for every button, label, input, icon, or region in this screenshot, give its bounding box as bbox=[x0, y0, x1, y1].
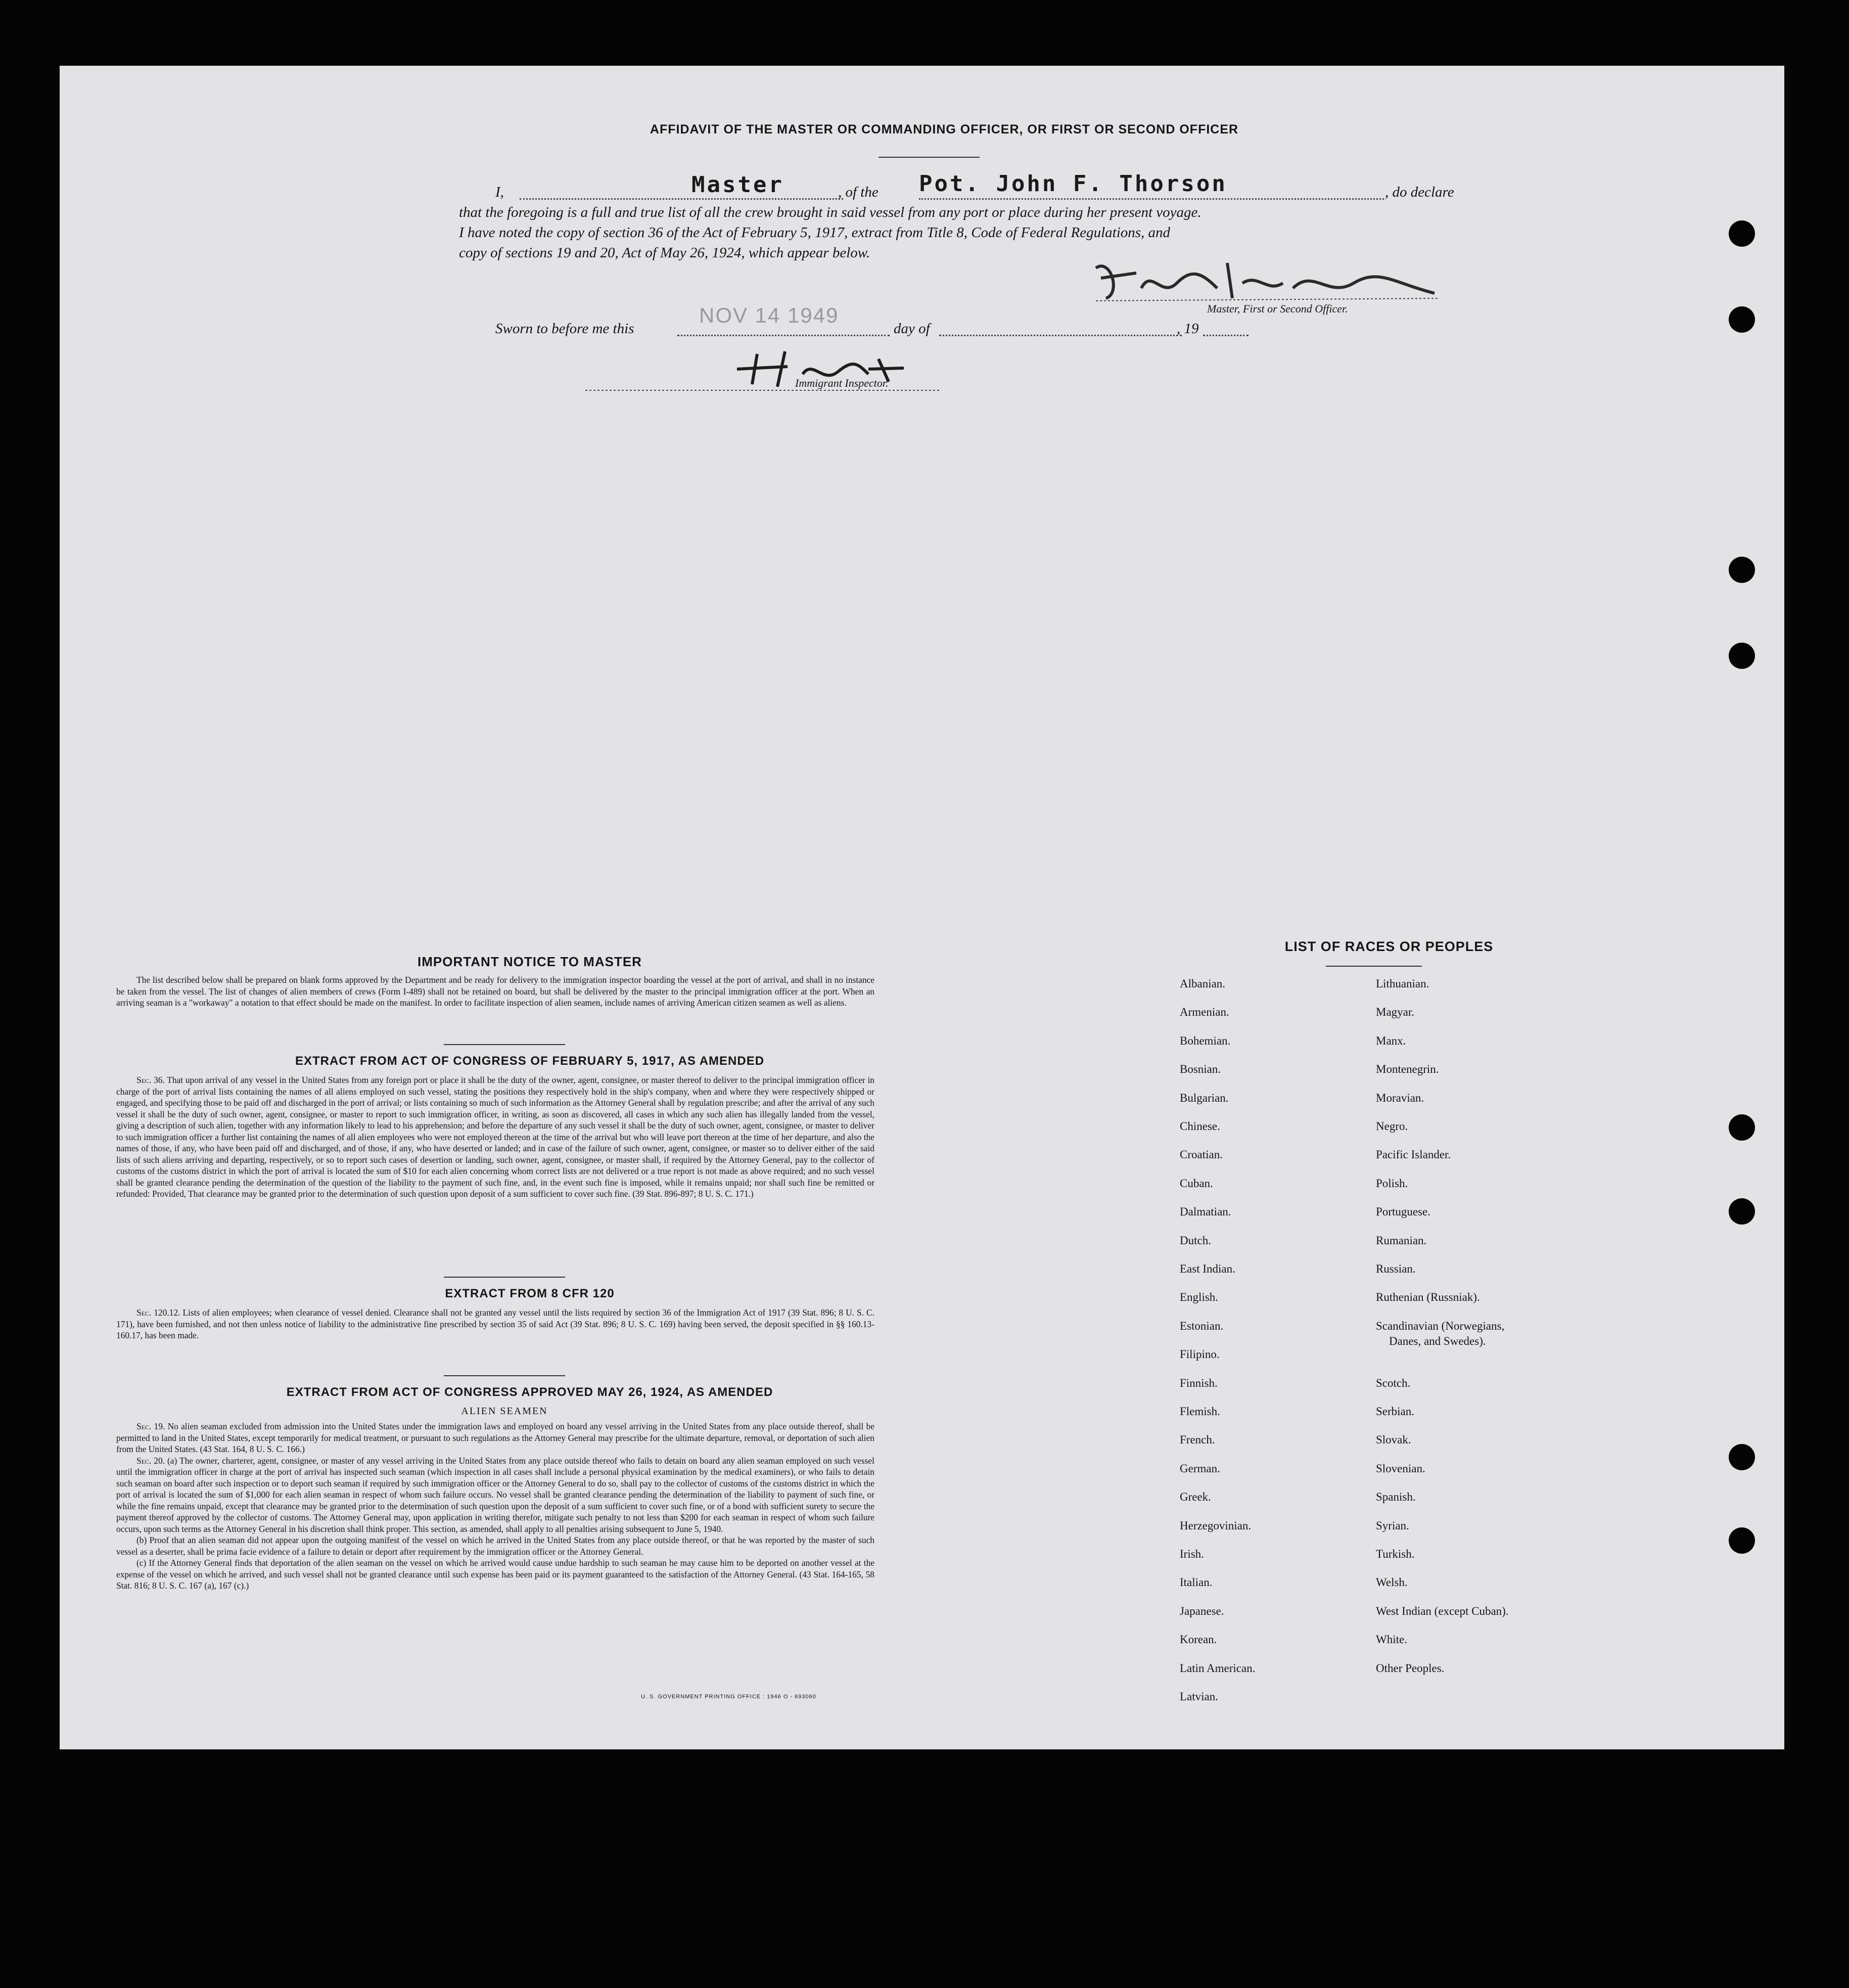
race-right-item: Montenegrin. bbox=[1376, 1063, 1439, 1076]
race-right-item: Welsh. bbox=[1376, 1576, 1408, 1589]
race-right-item: Manx. bbox=[1376, 1034, 1406, 1047]
punch-hole bbox=[1729, 557, 1755, 583]
punch-hole bbox=[1729, 643, 1755, 669]
rule-1 bbox=[444, 1044, 565, 1045]
race-left-item: Albanian. bbox=[1180, 977, 1226, 990]
race-left-item: Finnish. bbox=[1180, 1376, 1218, 1389]
race-left-item: Italian. bbox=[1180, 1576, 1213, 1589]
race-right-item: Polish. bbox=[1376, 1177, 1408, 1190]
race-left-item: Filipino. bbox=[1180, 1348, 1220, 1361]
races-title: LIST OF RACES OR PEOPLES bbox=[1284, 939, 1494, 954]
affidavit-line-2: that the foregoing is a full and true list of all the crew brought in said vessel from any port or place during her present voyage. bbox=[459, 204, 1201, 220]
race-left-item: English. bbox=[1180, 1291, 1219, 1304]
sec-20c-paragraph: (c) If the Attorney General finds that deportation of the alien seaman on the vessel on which he arrived would cause undue hardship to such seaman he may cause him to be deported on another vessel at the expense of the vessel on which he arrived, and such vessel shall not be granted clearance until such expense has been paid or its payment guaranteed to the satisfaction of the Attorney General. (43 Stat. 164-165, 58 Stat. 816; 8 U. S. C. 167 (a), 167 (c).) bbox=[116, 1558, 874, 1591]
race-left-item: Greek. bbox=[1180, 1490, 1211, 1504]
race-left-item: Cuban. bbox=[1180, 1177, 1213, 1190]
sec-20a-body: (a) The owner, charterer, agent, consignee, or master of any vessel arriving in the United States from any place outside thereof who fails to detain on board any alien seaman employed on such vessel until the immigration officer in charge at the port of arrival has inspected such seaman (which inspection in all cases shall include a personal physical examination by the medical examiners), or who fails to detain such seaman on board after such inspection or to deport such seaman if required by such immigration officer or the Attorney General to do so, shall pay to the collector of customs of the customs district in which the port of arrival is located the sum of $1,000 for each alien seaman in respect of whom such failure occurs. No vessel shall be granted clearance pending the determination of the liability to payment of such fine, or while the fine remains unpaid, except that clearance may be granted prior to the determination of such question upon the deposit of a sum sufficient to cover such fine, or of a bond with sufficient surety to secure the payment thereof approved by the collector of customs. The Attorney General may, upon application in writing therefor, mitigate such penalty to not less than $200 for each seaman in respect of whom such failure occurs, upon such terms as the Attorney General in his discretion shall think proper. This section, as amended, shall apply to all penalties arising subsequent to June 5, 1940. bbox=[116, 1455, 874, 1534]
race-left-item: French. bbox=[1180, 1433, 1215, 1447]
race-right-item: West Indian (except Cuban). bbox=[1376, 1604, 1509, 1617]
race-right-item: Portuguese. bbox=[1376, 1205, 1430, 1218]
race-left-item: Estonian. bbox=[1180, 1319, 1224, 1332]
race-left-item: Armenian. bbox=[1180, 1006, 1229, 1019]
sec-20-label: Sec. 20. bbox=[136, 1455, 165, 1466]
punch-hole bbox=[1729, 306, 1755, 333]
race-left-item: Bulgarian. bbox=[1180, 1091, 1229, 1104]
punch-hole bbox=[1729, 1527, 1755, 1554]
race-left-item: Latvian. bbox=[1180, 1690, 1218, 1703]
vessel-line bbox=[919, 198, 1384, 200]
race-right-item: Magyar. bbox=[1376, 1006, 1415, 1019]
month-line bbox=[939, 335, 1182, 336]
gpo-imprint: U. S. GOVERNMENT PRINTING OFFICE : 1946 O - 693060 bbox=[641, 1694, 816, 1700]
race-right-item: Moravian. bbox=[1376, 1091, 1424, 1104]
notice-paragraph: The list described below shall be prepared on blank forms approved by the Department and be ready for delivery to the immigration inspector boarding the vessel at the port of arrival, and shall in no instance be taken from the vessel. The list of changes of alien members of crews (Form I-489) shall not be retained on board, but shall be delivered by the master to the principal immigration officer at the port. When an arriving seaman is a "workaway" a notation to that effect should be made on the manifest. In order to facilitate inspection of alien seamen, include names of arriving American citizen seamen as well as aliens. bbox=[116, 975, 874, 1008]
position-handwritten: Master bbox=[691, 172, 784, 198]
inspector-caption: Immigrant Inspector. bbox=[795, 377, 889, 389]
punch-hole bbox=[1729, 1114, 1755, 1141]
sec-36-paragraph bbox=[116, 1074, 874, 1200]
race-right-item: White. bbox=[1376, 1633, 1407, 1646]
race-right-item: Rumanian. bbox=[1376, 1234, 1427, 1247]
affidavit-title: AFFIDAVIT OF THE MASTER OR COMMANDING OFFICER, OR FIRST OR SECOND OFFICER bbox=[650, 122, 1239, 137]
sec-20a-paragraph bbox=[116, 1455, 874, 1535]
race-left-item: Latin American. bbox=[1180, 1661, 1256, 1675]
rule-3 bbox=[444, 1375, 565, 1376]
sec-120-paragraph bbox=[116, 1307, 874, 1341]
form-page bbox=[60, 66, 1784, 1749]
sec-36-body: That upon arrival of any vessel in the United States from any foreign port or place it shall be the duty of the owner, agent, consignee, or master thereof to deliver to the principal immigration officer in charge of the port of arrival lists containing the names of all aliens employed on such vessel, stating the positions they respectively hold in the ship's company, when and where they were respectively shipped or engaged, and specifying those to be paid off and discharged in the port of arrival; or lists containing so much of such information as the Attorney General shall by regulation prescribe; and after the arrival of any such vessel it shall be the duty of such owner, agent, consignee, or master to report to such immigration officer, in writing, as soon as discovered, all cases in which any such alien has illegally landed from the vessel, giving a description of such alien, together with any information likely to lead to his apprehension; and before the departure of any such vessel it shall be the duty of such owner, agent, consignee, or master to deliver to such immigration officer a further list containing the names of all alien employees who were not employed thereon at the time of the arrival but who will leave port thereon at the time of her departure, and also the names of those, if any, who have been paid off and discharged, and of those, if any, who have deserted or landed; and in case of the failure of such owner, agent, consignee, or master so to deliver either of the said lists of such aliens arriving and departing, respectively, or so to report such cases of desertion or landing, such owner, agent, consignee, or master shall, if required by the Attorney General, pay to the collector of customs of the customs district in which the port of arrival is located the sum of $10 for each alien concerning whom correct lists are not delivered or a true report is not made as above required; and no such vessel shall be granted clearance pending the determination of the question of the liability to the payment of such fine, and, in the event such fine is imposed, while it remains unpaid; nor shall such fine be remitted or refunded: Provided, That clearance may be granted prior to the determination of such question upon deposit of a sum sufficient to cover such fine. (39 Stat. 896-897; 8 U. S. C. 171.) bbox=[116, 1075, 874, 1199]
master-caption: Master, First or Second Officer. bbox=[1207, 302, 1348, 315]
race-left-item: Chinese. bbox=[1180, 1120, 1220, 1133]
title-rule bbox=[879, 157, 980, 158]
race-left-item: East Indian. bbox=[1180, 1262, 1235, 1275]
punch-hole bbox=[1729, 1198, 1755, 1225]
day-of-label: day of bbox=[894, 321, 930, 337]
extract-1917-text bbox=[116, 1074, 874, 1200]
race-left-item: Bohemian. bbox=[1180, 1034, 1231, 1047]
sec-120-body: Lists of alien employees; when clearance of vessel denied. Clearance shall not be granted any vessel until the lists required by section 36 of the Immigration Act of 1917 (39 Stat. 896; 8 U. S. C. 171), have been furnished, and not then unless notice of liability to the administrative fine prescribed by section 35 of said Act (39 Stat. 896; 8 U. S. C. 169) having been served, the deposit specified in §§ 160.13-160.17, has been made. bbox=[116, 1307, 874, 1340]
race-right-item: Russian. bbox=[1376, 1262, 1416, 1275]
race-right-item: Scandinavian (Norwegians, bbox=[1376, 1319, 1505, 1332]
of-the-label: , of the bbox=[838, 184, 879, 200]
do-declare-label: , do declare bbox=[1385, 184, 1454, 200]
race-right-item: Scotch. bbox=[1376, 1376, 1411, 1389]
year-label: , 19 bbox=[1177, 321, 1199, 337]
race-right-item: Slovak. bbox=[1376, 1433, 1411, 1447]
race-right-item: Lithuanian. bbox=[1376, 977, 1429, 990]
sworn-date-line bbox=[677, 335, 890, 336]
race-left-item: Croatian. bbox=[1180, 1148, 1223, 1161]
position-line bbox=[520, 198, 843, 200]
race-right-item: Danes, and Swedes). bbox=[1389, 1334, 1486, 1347]
race-left-item: Herzegovinian. bbox=[1180, 1519, 1252, 1532]
extract-cfr-title: EXTRACT FROM 8 CFR 120 bbox=[445, 1287, 615, 1300]
affidavit-line-4: copy of sections 19 and 20, Act of May 26, 1924, which appear below. bbox=[459, 245, 870, 261]
race-left-item: Korean. bbox=[1180, 1633, 1217, 1646]
vessel-handwritten: Pot. John F. Thorson bbox=[919, 171, 1227, 197]
sec-20b-paragraph: (b) Proof that an alien seaman did not appear upon the outgoing manifest of the vessel on which he arrived in the United States from any place outside thereof, or that he was reported by the master of such vessel as a deserter, shall be prima facie evidence of a failure to detain or deport after requirement by the immigration officer or the Attorney General. bbox=[116, 1535, 874, 1557]
races-rule bbox=[1326, 966, 1422, 967]
race-left-item: Bosnian. bbox=[1180, 1063, 1221, 1076]
extract-1917-title: EXTRACT FROM ACT OF CONGRESS OF FEBRUARY 5, 1917, AS AMENDED bbox=[295, 1054, 765, 1068]
race-right-item: Slovenian. bbox=[1376, 1462, 1425, 1475]
race-right-item: Ruthenian (Russniak). bbox=[1376, 1291, 1480, 1304]
extract-1924-title: EXTRACT FROM ACT OF CONGRESS APPROVED MAY 26, 1924, AS AMENDED bbox=[286, 1385, 773, 1399]
race-left-item: German. bbox=[1180, 1462, 1220, 1475]
race-right-item: Serbian. bbox=[1376, 1405, 1415, 1418]
race-right-item: Turkish. bbox=[1376, 1548, 1415, 1560]
race-right-item: Spanish. bbox=[1376, 1490, 1416, 1504]
affidavit-line-3: I have noted the copy of section 36 of the Act of February 5, 1917, extract from Title 8, Code of Federal Regulations, and bbox=[459, 224, 1171, 241]
race-right-item: Pacific Islander. bbox=[1376, 1148, 1451, 1161]
sec-19-body: No alien seaman excluded from admission into the United States under the immigration laws and employed on board any vessel arriving in the United States from any place outside thereof, shall be permitted to land in the United States, except temporarily for medical treatment, or pursuant to such regulations as the Attorney General may prescribe for the ultimate departure, removal, or deportation of such alien from the United States. (43 Stat. 164, 8 U. S. C. 166.) bbox=[116, 1421, 874, 1454]
date-stamp: NOV 14 1949 bbox=[699, 303, 839, 327]
master-signature bbox=[1091, 253, 1445, 308]
race-left-item: Irish. bbox=[1180, 1548, 1204, 1560]
sec-19-label: Sec. 19. bbox=[136, 1421, 165, 1431]
race-right-item: Other Peoples. bbox=[1376, 1661, 1445, 1675]
extract-cfr-text bbox=[116, 1307, 874, 1341]
race-left-item: Dutch. bbox=[1180, 1234, 1211, 1247]
year-line bbox=[1203, 335, 1249, 336]
race-left-item: Flemish. bbox=[1180, 1405, 1220, 1418]
extract-1924-text bbox=[116, 1421, 874, 1592]
sworn-label: Sworn to before me this bbox=[495, 321, 634, 337]
race-right-item: Negro. bbox=[1376, 1120, 1408, 1133]
affidavit-i-label: I, bbox=[495, 184, 504, 200]
rule-2 bbox=[444, 1277, 565, 1278]
notice-text bbox=[116, 974, 874, 1009]
race-right-item: Syrian. bbox=[1376, 1519, 1409, 1532]
sec-120-label: Sec. 120.12. bbox=[136, 1307, 180, 1318]
punch-hole bbox=[1729, 1444, 1755, 1470]
sec-36-label: Sec. 36. bbox=[136, 1075, 165, 1085]
alien-seamen-subtitle: ALIEN SEAMEN bbox=[461, 1406, 548, 1417]
notice-title: IMPORTANT NOTICE TO MASTER bbox=[418, 954, 642, 969]
race-left-item: Dalmatian. bbox=[1180, 1205, 1231, 1218]
inspector-signature bbox=[585, 344, 949, 399]
sec-19-paragraph bbox=[116, 1421, 874, 1455]
punch-hole bbox=[1729, 220, 1755, 247]
race-left-item: Japanese. bbox=[1180, 1604, 1224, 1617]
